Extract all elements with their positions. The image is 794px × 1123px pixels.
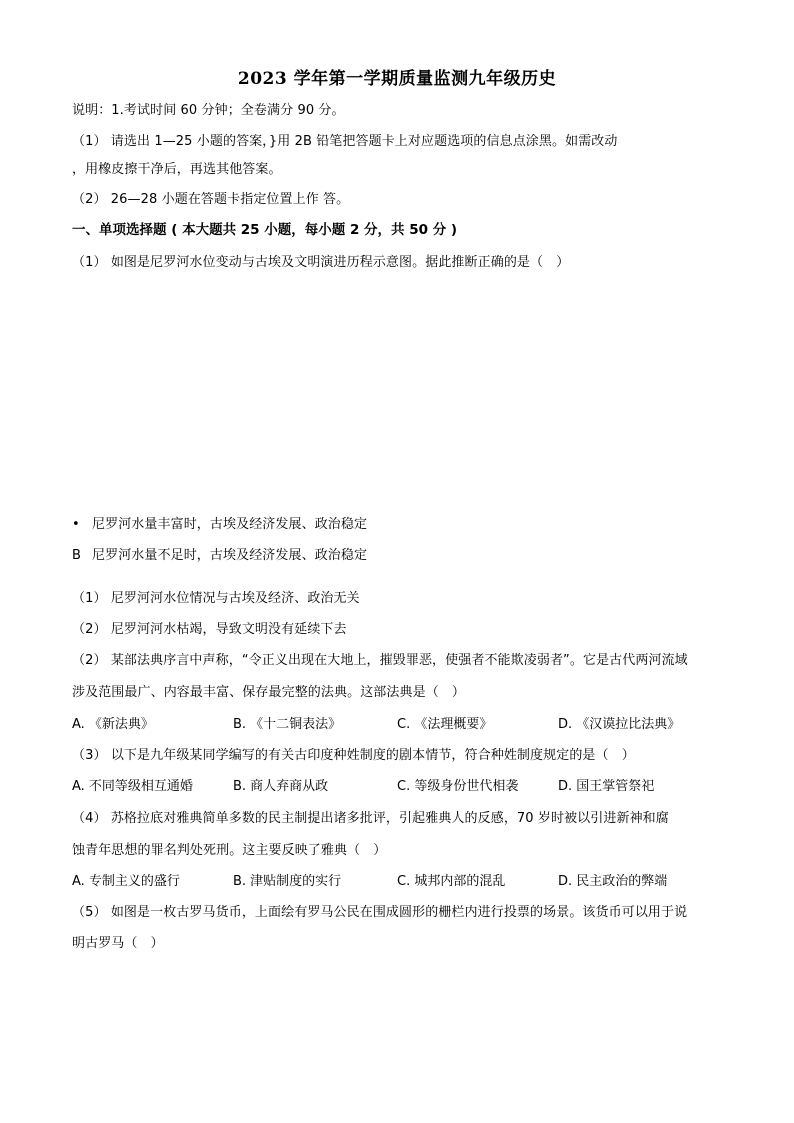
question-4-line-2: 蚀青年思想的罪名判处死刑。这主要反映了雅典（ ） [72, 843, 387, 858]
question-1 [72, 255, 569, 271]
question-stem: 苏格拉底对雅典简单多数的民主制提出诸多批评，引起雅典人的反感，70 岁时被以引进新神和腐 [110, 811, 669, 826]
question-2-line-2: 涉及范围最广、内容最丰富、保存最完整的法典。这部法典是（ ） [72, 685, 466, 700]
option-text: 尼罗河水量不足时，古埃及经济发展、政治稳定 [92, 548, 368, 563]
option-text: 尼罗河水量丰富时，古埃及经济发展、政治稳定 [92, 517, 368, 532]
instruction-line-4: （2） 26—28 小题在答题卡指定位置上作 答。 [72, 192, 350, 207]
q3-option-a: A. 不同等级相互通婚 [72, 779, 193, 794]
q1-option-a [72, 517, 367, 533]
option-marker: （2） [72, 622, 107, 637]
question-3 [72, 748, 635, 764]
option-marker: （1） [72, 591, 107, 606]
q4-option-b: B. 津贴制度的实行 [233, 874, 342, 889]
question-number: （5） [72, 905, 107, 920]
option-text: 尼罗河河水位情况与古埃及经济、政治无关 [110, 591, 360, 606]
q1-option-d [72, 622, 347, 638]
question-stem: 以下是九年级某同学编写的有关古印度种姓制度的剧本情节，符合种姓制度规定的是（ ） [110, 748, 635, 763]
instruction-line-2: （1） 请选出 1—25 小题的答案，}用 2B 铅笔把答题卡上对应题选项的信息点涂黑。如需改动 [72, 134, 618, 149]
question-number: （1） [72, 255, 107, 270]
question-4-line-1 [72, 811, 669, 827]
question-number: （2） [72, 653, 107, 668]
q2-option-b: B. 《十二铜表法》 [233, 717, 342, 732]
question-5-line-1 [72, 905, 687, 921]
q4-option-d: D. 民主政治的弊端 [558, 874, 668, 889]
option-marker: B [72, 548, 82, 563]
q2-option-d: D. 《汉谟拉比法典》 [558, 717, 681, 732]
option-marker: • [72, 517, 80, 532]
question-2-line-1 [72, 653, 688, 669]
option-text: 尼罗河河水枯竭，导致文明没有延续下去 [110, 622, 347, 637]
q1-option-b [72, 548, 367, 564]
question-number: （3） [72, 748, 107, 763]
q4-option-c: C. 城邦内部的混乱 [397, 874, 506, 889]
q3-option-b: B. 商人弃商从政 [233, 779, 329, 794]
section-heading: 一、单项选择题 ( 本大题共 25 小题，每小题 2 分，共 50 分 ) [72, 222, 458, 238]
instruction-line-1: 说明：1.考试时间 60 分钟；全卷满分 90 分。 [72, 103, 345, 118]
instruction-line-3: ，用橡皮擦干净后，再选其他答案。 [72, 162, 282, 177]
question-5-line-2: 明古罗马（ ） [72, 936, 164, 951]
question-stem: 如图是一枚古罗马货币，上面绘有罗马公民在围成圆形的栅栏内进行投票的场景。该货币可以用于说 [110, 905, 688, 920]
q2-option-c: C. 《法理概要》 [397, 717, 493, 732]
question-number: （4） [72, 811, 107, 826]
question-stem: 如图是尼罗河水位变动与古埃及文明演进历程示意图。据此推断正确的是（ ） [110, 255, 570, 270]
question-stem: 某部法典序言中声称，“令正义出现在大地上，摧毁罪恶，使强者不能欺凌弱者”。它是古代两河流域 [110, 653, 688, 668]
q1-option-c [72, 591, 360, 607]
q4-option-a: A. 专制主义的盛行 [72, 874, 180, 889]
page-title: 2023 学年第一学期质量监测九年级历史 [237, 69, 557, 89]
figure-placeholder-q1 [72, 280, 722, 505]
q3-option-d: D. 国王掌管祭祀 [558, 779, 655, 794]
q2-option-a: A. 《新法典》 [72, 717, 154, 732]
q3-option-c: C. 等级身份世代相袭 [397, 779, 519, 794]
